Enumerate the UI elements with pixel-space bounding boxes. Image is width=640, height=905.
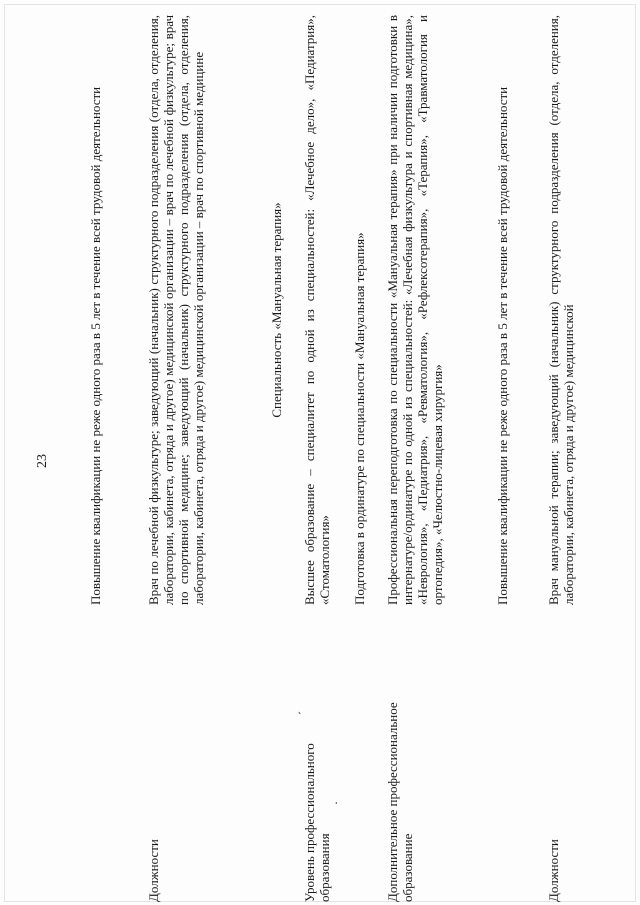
positions-physical-text: Врач по лечебной физкультуре; заведующий (начальник) структурного подразделения (отдела, отделения, лаборатории, кабинета, отряда и другое) медицинской организации – врач по лечебной физкультуре; врач по спортивной медицине; заведующий (начальник) структурного подразделения (отдела, отделения, лаборатории, кабинета, отряда и другое) медицинской организации – врач по спортивной медицине — [146, 15, 206, 605]
scan-mark: · — [329, 801, 343, 805]
positions-label-2: Должности — [546, 839, 561, 902]
education-level-label: Уровень профессионального образования — [302, 743, 332, 902]
qualification-text-2: Повышение квалификации не реже одного раза в 5 лет в течение всей трудовой деятельности — [495, 86, 510, 605]
retraining-text: Профессиональная переподготовка по специальности «Мануальная терапия» при наличии подготовки в интернатуре/ординатуре по одной из специальностей: «Лечебная физкультура и спортивная медицина», «Неврология», «Педиатрия», «Ревматология», «Рефлексотерапия», «Терапия», «Травматология и ортопедия», «Челюстно-лицевая хирургия» — [385, 15, 445, 605]
higher-education-text: Высшее образование – специалитет по одной из специальностей: «Лечебное дело», «Педиатрия», «Стоматология» — [302, 15, 332, 605]
specialty-heading: Специальность «Мануальная терапия» — [269, 202, 284, 418]
scan-mark: ´ — [296, 711, 310, 715]
page-number: 23 — [35, 454, 50, 468]
residency-text: Подготовка в ординатуре по специальности «Мануальная терапия» — [352, 232, 367, 605]
additional-education-label: Дополнительное профессиональное образование — [385, 702, 415, 902]
positions-label-1: Должности — [146, 839, 161, 902]
qualification-text-1: Повышение квалификации не реже одного раза в 5 лет в течение всей трудовой деятельности — [88, 86, 103, 605]
positions-manual-text: Врач мануальной терапии; заведующий (начальник) структурного подразделения (отдела, отделения, лаборатории, кабинета, отряда и другое) медицинской — [546, 15, 576, 605]
